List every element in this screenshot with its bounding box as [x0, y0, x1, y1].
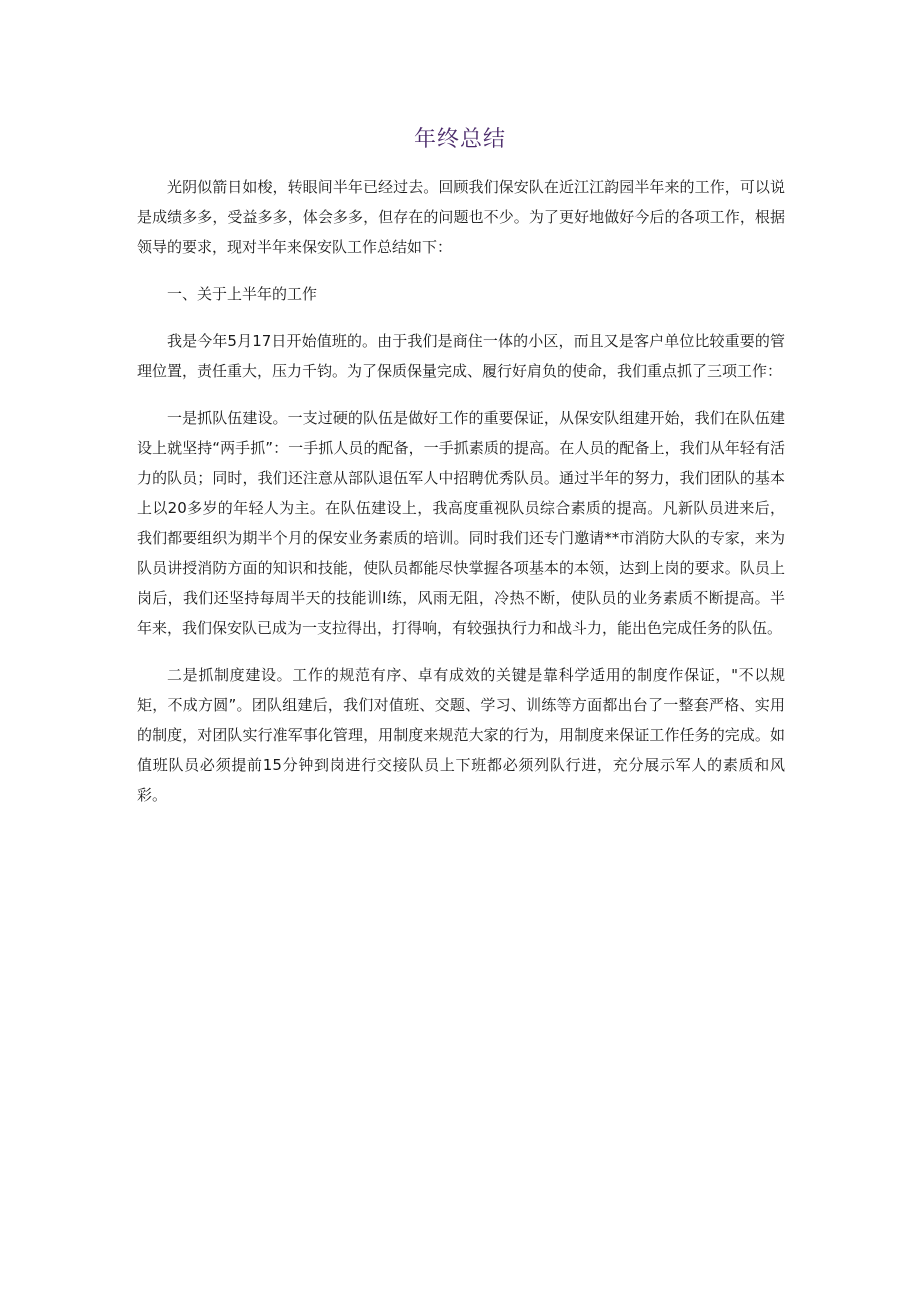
section-paragraph-1: 我是今年5月17日开始值班的。由于我们是商住一体的小区，而且又是客户单位比较重要的管理位置，责任重大，压力千钧。为了保质保量完成、履行好肩负的使命，我们重点抓了三项工作：	[137, 332, 785, 380]
section-paragraph-2: 一是抓队伍建设。一支过硬的队伍是做好工作的重要保证，从保安队组建开始，我们在队伍建设上就坚持“两手抓”：一手抓人员的配备，一手抓素质的提高。在人员的配备上，我们从年轻有活力的队员；同时，我们还注意从部队退伍军人中招聘优秀队员。通过半年的努力，我们团队的基本上以20多岁的年轻人为主。在队伍建设上，我高度重视队员综合素质的提高。凡新队员进来后，我们都要组织为期半个月的保安业务素质的培训。同时我们还专门邀请**市消防大队的专家，来为队员讲授消防方面的知识和技能，使队员都能尽快掌握各项基本的本领，达到上岗的要求。队员上岗后，我们还坚持每周半天的技能训Ⅰ练，风雨无阻，冷热不断，使队员的业务素质不断提高。半年来，我们保安队已成为一支拉得出，打得响，有较强执行力和战斗力，能出色完成任务的队伍。	[137, 409, 785, 637]
document-title: 年终总结	[413, 127, 506, 152]
section-heading: 一、关于上半年的工作	[167, 285, 318, 303]
intro-paragraph: 光阴似箭日如梭，转眼间半年已经过去。回顾我们保安队在近江江韵园半年来的工作，可以说是成绩多多，受益多多，体会多多，但存在的问题也不少。为了更好地做好今后的各项工作，根据领导的要求，现对半年来保安队工作总结如下：	[137, 178, 785, 256]
section-paragraph-3: 二是抓制度建设。工作的规范有序、卓有成效的关键是靠科学适用的制度作保证，"不以规矩，不成方圆”。团队组建后，我们对值班、交题、学习、训练等方面都出台了一整套严格、实用的制度，对团队实行准军事化管理，用制度来规范大家的行为，用制度来保证工作任务的完成。如值班队员必须提前15分钟到岗进行交接队员上下班都必须列队行进，充分展示军人的素质和风彩。	[137, 666, 785, 804]
document-body	[137, 172, 785, 827]
